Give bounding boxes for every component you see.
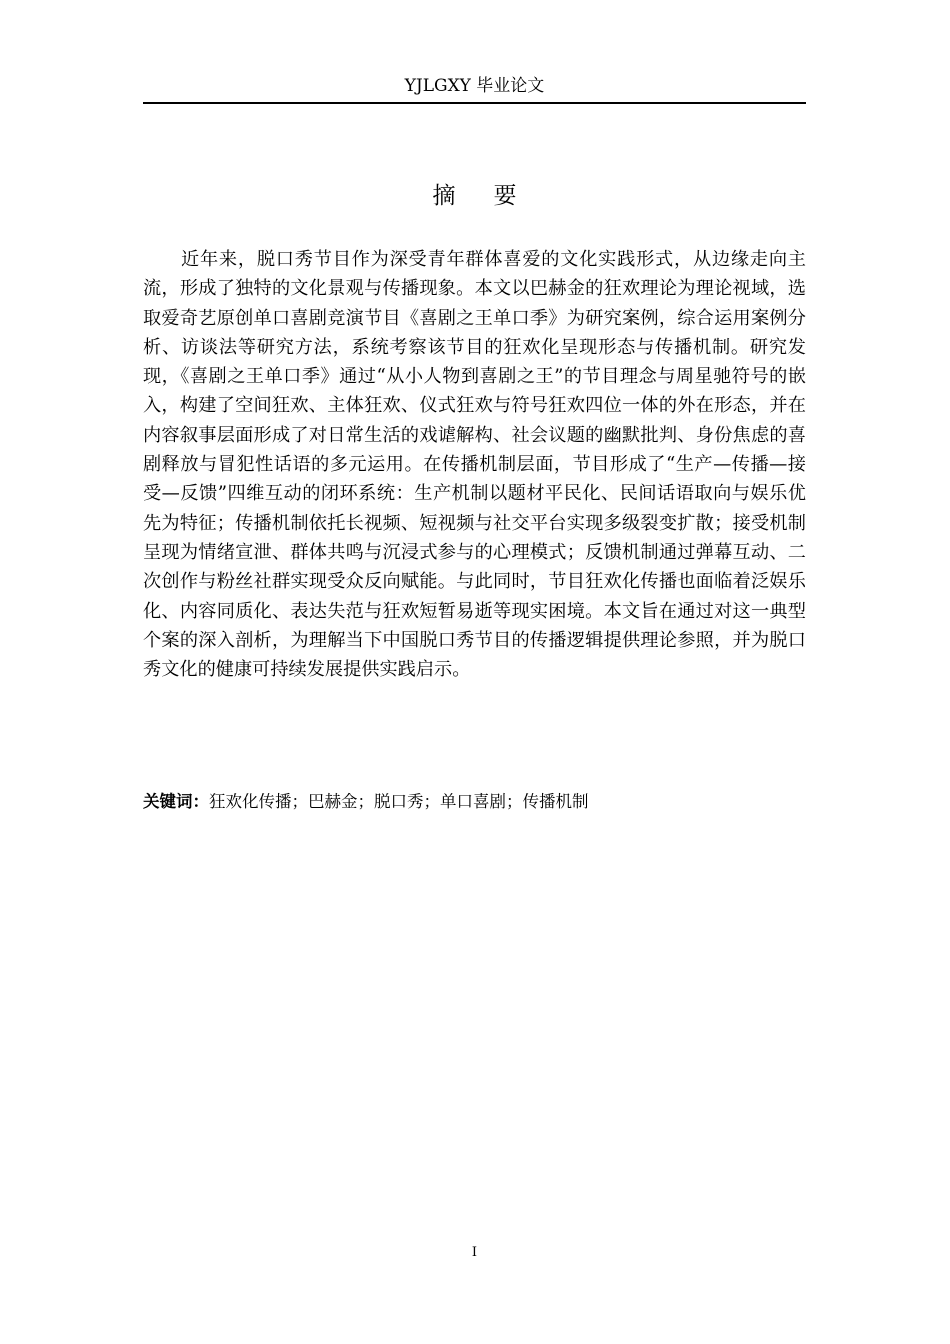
page-header	[143, 74, 806, 104]
abstract-body: 近年来，脱口秀节目作为深受青年群体喜爱的文化实践形式，从边缘走向主流，形成了独特的文化景观与传播现象。本文以巴赫金的狂欢理论为理论视域，选取爱奇艺原创单口喜剧竞演节目《喜剧之王单口季》为研究案例，综合运用案例分析、访谈法等研究方法，系统考察该节目的狂欢化呈现形态与传播机制。研究发现，《喜剧之王单口季》通过“从小人物到喜剧之王”的节目理念与周星驰符号的嵌入，构建了空间狂欢、主体狂欢、仪式狂欢与符号狂欢四位一体的外在形态，并在内容叙事层面形成了对日常生活的戏谑解构、社会议题的幽默批判、身份焦虑的喜剧释放与冒犯性话语的多元运用。在传播机制层面，节目形成了“生产—传播—接受—反馈”四维互动的闭环系统：生产机制以题材平民化、民间话语取向与娱乐优先为特征；传播机制依托长视频、短视频与社交平台实现多级裂变扩散；接受机制呈现为情绪宣泄、群体共鸣与沉浸式参与的心理模式；反馈机制通过弹幕互动、二次创作与粉丝社群实现受众反向赋能。与此同时，节目狂欢化传播也面临着泛娱乐化、内容同质化、表达失范与狂欢短暂易逝等现实困境。本文旨在通过对这一典型个案的深入剖析，为理解当下中国脱口秀节目的传播逻辑提供理论参照，并为脱口秀文化的健康可持续发展提供实践启示。	[143, 249, 806, 681]
keywords-value: 狂欢化传播；巴赫金；脱口秀；单口喜剧；传播机制	[209, 792, 589, 811]
page-title: 摘要	[432, 183, 555, 209]
page-number: I	[471, 1245, 478, 1260]
keywords-line	[143, 789, 806, 815]
keywords-label: 关键词：	[143, 792, 209, 811]
header-text: YJLGXY 毕业论文	[404, 76, 545, 96]
